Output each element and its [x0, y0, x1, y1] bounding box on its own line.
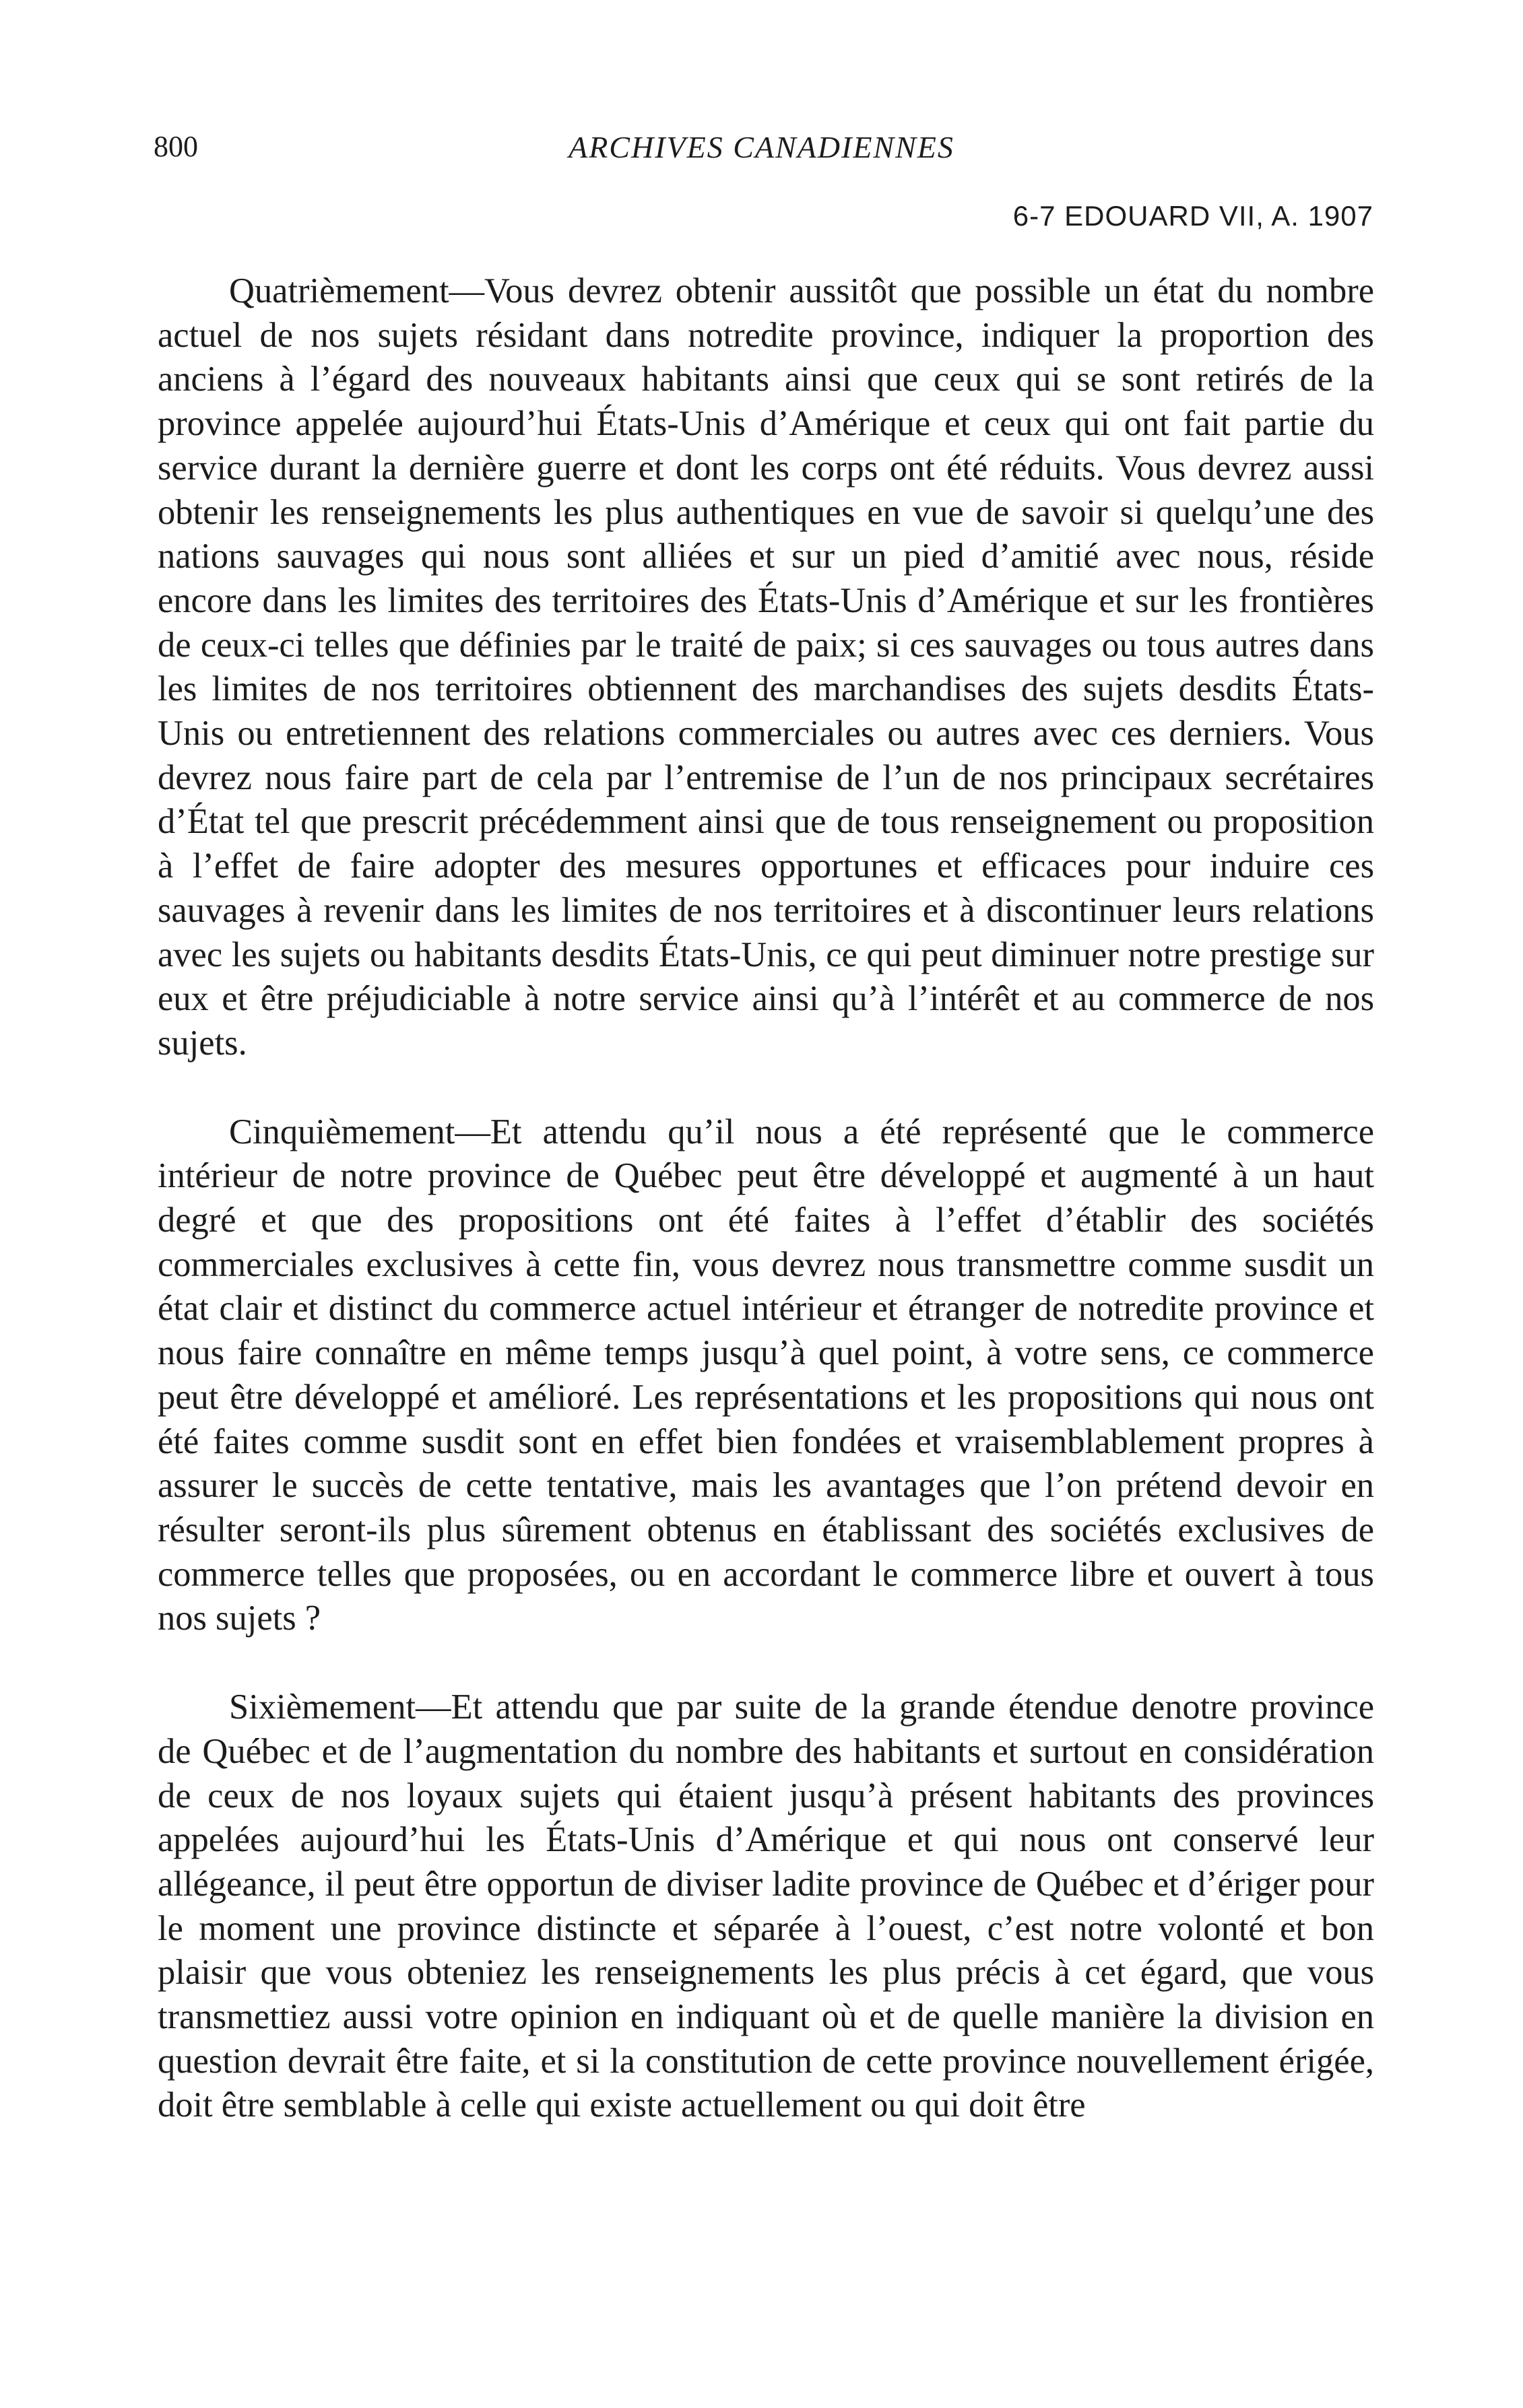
session-line: 6-7 EDOUARD VII, A. 1907	[1012, 200, 1373, 232]
paragraph-cinquiemement: Cinquièmement—Et attendu qu’il nous a été représenté que le commerce intérieur de notre province de Québec peut être développé et augmenté à un haut degré et que des propositions ont été faites à l’effet d’établir des sociétés commerciales exclusives à cette fin, vous devrez nous transmettre comme susdit un état clair et distinct du commerce actuel intérieur et étranger de notredite province et nous faire connaître en même temps jusqu’à quel point, à votre sens, ce commerce peut être développé et amélioré. Les représentations et les propositions qui nous ont été faites comme susdit sont en effet bien fondées et vraisemblablement propres à assurer le succès de cette tentative, mais les avantages que l’on prétend devoir en résulter seront-ils plus sûrement obtenus en établissant des sociétés exclusives de commerce telles que proposées, ou en accordant le commerce libre et ouvert à tous nos sujets ?	[158, 1112, 1374, 1638]
paragraph-quatriemement: Quatrièmement—Vous devrez obtenir aussitôt que possible un état du nombre actuel de nos sujets résidant dans notredite province, indiquer la proportion des anciens à l’égard des nouveaux habitants ainsi que ceux qui se sont retirés de la province appelée aujourd’hui États-Unis d’Amérique et ceux qui ont fait partie du service durant la dernière guerre et dont les corps ont été réduits. Vous devrez aussi obtenir les renseignements les plus authentiques en vue de savoir si quelqu’une des nations sauvages qui nous sont alliées et sur un pied d’amitié avec nous, réside encore dans les limites des territoires des États-Unis d’Amérique et sur les frontières de ceux-ci telles que définies par le traité de paix; si ces sauvages ou tous autres dans les limites de nos territoires obtiennent des marchandises des sujets desdits États-Unis ou entretiennent des relations commerciales ou autres avec ces derniers. Vous devrez nous faire part de cela par l’entremise de l’un de nos principaux secrétaires d’État tel que prescrit précédemment ainsi que de tous renseignement ou proposition à l’effet de faire adopter des mesures opportunes et efficaces pour induire ces sauvages à revenir dans les limites de nos territoires et à discontinuer leurs relations avec les sujets ou habitants desdits États-Unis, ce qui peut diminuer notre prestige sur eux et être préjudiciable à notre service ainsi qu’à l’intérêt et au commerce de nos sujets.	[158, 271, 1374, 1063]
page-number: 800	[154, 130, 198, 163]
body-text	[158, 269, 1374, 2128]
paragraph-sixiemement: Sixièmement—Et attendu que par suite de la grande étendue denotre province de Québec et de l’augmentation du nombre des habitants et surtout en considération de ceux de nos loyaux sujets qui étaient jusqu’à présent habitants des provinces appelées aujourd’hui les États-Unis d’Amérique et qui nous ont conservé leur allégeance, il peut être opportun de diviser ladite province de Québec et d’ériger pour le moment une province distincte et séparée à l’ouest, c’est notre volonté et bon plaisir que vous obteniez les renseignements les plus précis à cet égard, que vous transmettiez aussi votre opinion en indiquant où et de quelle manière la division en question devrait être faite, et si la constitution de cette province nouvellement érigée, doit être semblable à celle qui existe actuellement ou qui doit être	[158, 1687, 1374, 2125]
running-title: ARCHIVES CANADIENNES	[569, 130, 954, 164]
